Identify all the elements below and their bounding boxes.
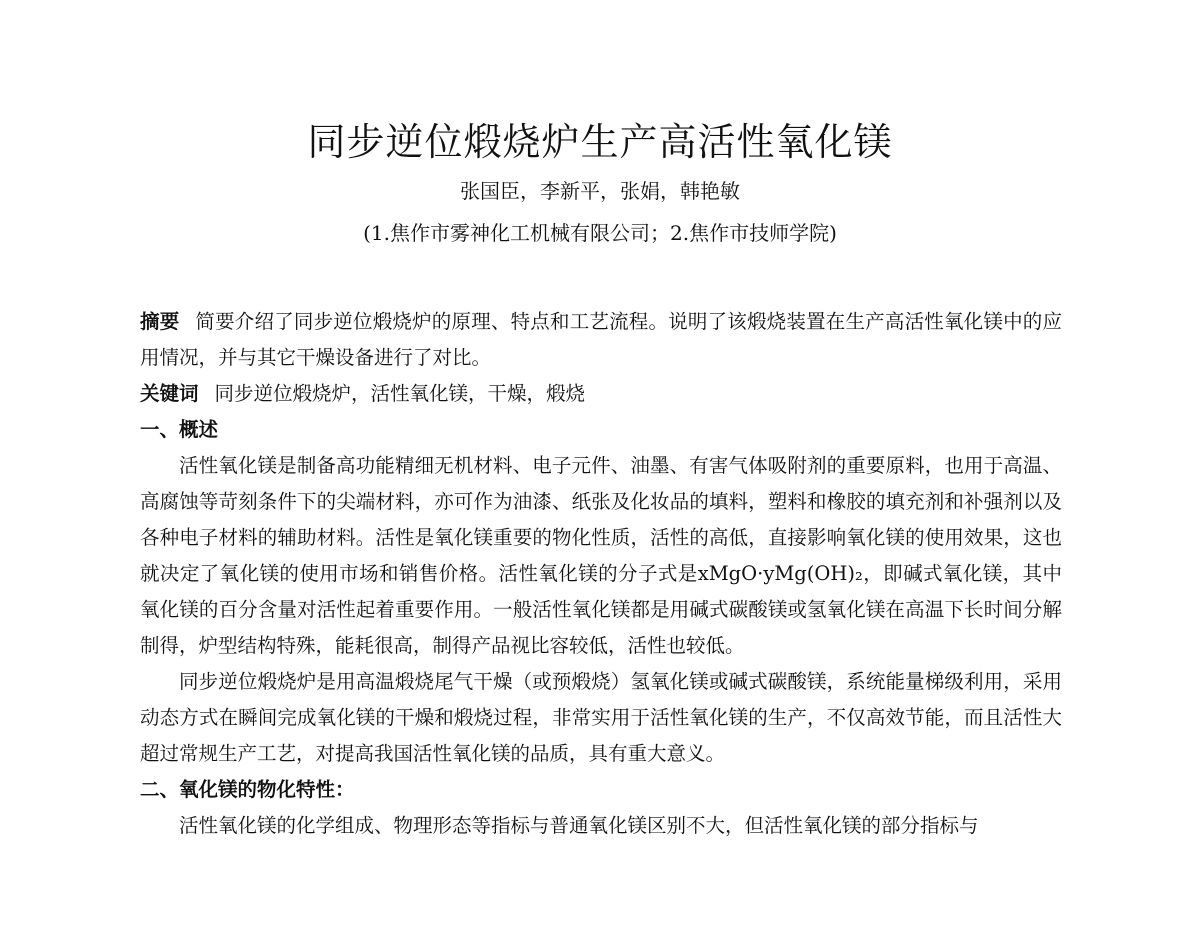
keywords [140, 376, 1062, 412]
keywords-text: 同步逆位煅烧炉，活性氧化镁，干燥，煅烧 [214, 382, 586, 405]
abstract-label: 摘要 [140, 310, 180, 333]
author-affiliation: (1.焦作市雾神化工机械有限公司；2.焦作市技师学院) [363, 221, 837, 245]
paragraph: 同步逆位煅烧炉是用高温煅烧尾气干燥（或预煅烧）氢氧化镁或碱式碳酸镁，系统能量梯级利用，采用动态方式在瞬间完成氧化镁的干燥和煅烧过程，非常实用于活性氧化镁的生产，不仅高效节能，而且活性大超过常规生产工艺，对提高我国活性氧化镁的品质，具有重大意义。 [140, 670, 1062, 765]
section-heading-properties: 二、氧化镁的物化特性： [140, 778, 355, 801]
keywords-label: 关键词 [140, 382, 199, 405]
author-list: 张国臣，李新平，张娟，韩艳敏 [460, 179, 740, 203]
abstract-text: 简要介绍了同步逆位煅烧炉的原理、特点和工艺流程。说明了该煅烧装置在生产高活性氧化镁中的应用情况，并与其它干燥设备进行了对比。 [140, 310, 1062, 369]
paragraph: 活性氧化镁是制备高功能精细无机材料、电子元件、油墨、有害气体吸附剂的重要原料，也用于高温、高腐蚀等苛刻条件下的尖端材料，亦可作为油漆、纸张及化妆品的填料，塑料和橡胶的填充剂和补强剂以及各种电子材料的辅助材料。活性是氧化镁重要的物化性质，活性的高低，直接影响氧化镁的使用效果，这也就决定了氧化镁的使用市场和销售价格。活性氧化镁的分子式是xMgO·yMg(OH)₂，即碱式氧化镁，其中氧化镁的百分含量对活性起着重要作用。一般活性氧化镁都是用碱式碳酸镁或氢氧化镁在高温下长时间分解制得，炉型结构特殊，能耗很高，制得产品视比容较低，活性也较低。 [140, 454, 1062, 657]
abstract [140, 304, 1062, 376]
paragraph: 活性氧化镁的化学组成、物理形态等指标与普通氧化镁区别不大，但活性氧化镁的部分指标与 [179, 814, 979, 837]
paper-title: 同步逆位煅烧炉生产高活性氧化镁 [307, 120, 893, 164]
paper-body [140, 304, 1062, 844]
section-heading-overview: 一、概述 [140, 418, 219, 441]
